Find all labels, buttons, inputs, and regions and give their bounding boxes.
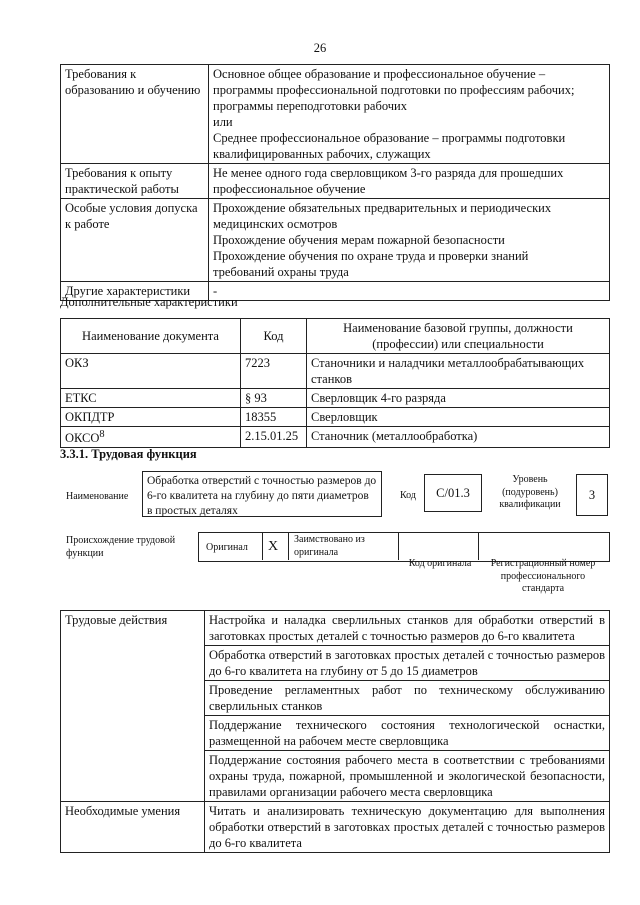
table-row bbox=[61, 427, 610, 448]
row-label: Необходимые умения bbox=[61, 802, 205, 853]
table-row bbox=[61, 354, 610, 389]
code-cell: 18355 bbox=[241, 408, 307, 427]
table-row bbox=[61, 199, 610, 282]
table-row bbox=[61, 611, 610, 646]
row-label: Требования к опыту практической работы bbox=[61, 164, 209, 199]
origin-label: Происхождение трудовой функции bbox=[66, 535, 176, 559]
text-line: квалифицированных рабочих, служащих bbox=[213, 147, 431, 161]
text-line: программы переподготовки рабочих bbox=[213, 99, 407, 113]
function-heading: 3.3.1. Трудовая функция bbox=[60, 447, 197, 461]
code-label: Код bbox=[400, 490, 416, 501]
name-cell: Сверловщик 4-го разряда bbox=[307, 389, 610, 408]
row-label: Требования к образованию и обучению bbox=[61, 65, 209, 164]
column-header: Наименование базовой группы, должности (профессии) или специальности bbox=[307, 319, 610, 354]
text-line: профессиональное обучение bbox=[213, 182, 366, 196]
text-line: Основное общее образование и профессиональное обучение – bbox=[213, 67, 546, 81]
code-cell: 7223 bbox=[241, 354, 307, 389]
column-header: Код bbox=[241, 319, 307, 354]
row-label: Другие характеристики bbox=[61, 282, 209, 301]
doc-name: ОКСО bbox=[65, 431, 100, 446]
text-line: медицинских осмотров bbox=[213, 217, 338, 231]
reg-number-caption: Регистрационный номер профессионального стандарта bbox=[490, 558, 596, 594]
text-line: программы профессиональной подготовки по профессиям рабочих; bbox=[213, 83, 575, 97]
section-title: Дополнительные характеристики bbox=[60, 295, 238, 309]
requirements-table bbox=[60, 64, 610, 301]
activity-item: Поддержание состояния рабочего места в соответствии с требованиями охраны труда, пожарной, промышленной и экологической безопасности, правилами организации рабочего места сверловщика bbox=[205, 751, 610, 802]
table-row bbox=[61, 389, 610, 408]
row-label: Особые условия допуска к работе bbox=[61, 199, 209, 282]
text-line: Прохождение обучения по охране труда и проверки знаний bbox=[213, 249, 529, 263]
divider bbox=[398, 532, 399, 560]
text-line: требований охраны труда bbox=[213, 265, 349, 279]
text-line: Не менее одного года сверловщиком 3-го разряда для прошедших bbox=[213, 166, 564, 180]
divider bbox=[478, 532, 479, 560]
function-name-box: Обработка отверстий с точностью размеров до 6-го квалитета на глубину до пяти диаметров в простых деталях bbox=[142, 471, 382, 517]
activity-item: Проведение регламентных работ по техническому обслуживанию сверлильных станков bbox=[205, 681, 610, 716]
name-cell: Сверловщик bbox=[307, 408, 610, 427]
column-header: Наименование документа bbox=[61, 319, 241, 354]
table-row bbox=[61, 408, 610, 427]
text-line: или bbox=[213, 115, 233, 129]
divider bbox=[288, 532, 289, 560]
doc-cell: ОКПДТР bbox=[61, 408, 241, 427]
code-cell: § 93 bbox=[241, 389, 307, 408]
doc-cell bbox=[61, 427, 241, 448]
level-label: Уровень (подуровень) квалификации bbox=[499, 474, 561, 510]
code-cell: 2.15.01.25 bbox=[241, 427, 307, 448]
footnote-mark: 8 bbox=[99, 429, 105, 440]
name-label: Наименование bbox=[66, 491, 129, 502]
additional-table bbox=[60, 318, 610, 448]
borrowed-label: Заимствовано из оригинала bbox=[294, 534, 365, 558]
table-row bbox=[61, 65, 610, 164]
name-cell: Станочник (металлообработка) bbox=[307, 427, 610, 448]
doc-cell: ОКЗ bbox=[61, 354, 241, 389]
skill-item: Читать и анализировать техническую документацию для выполнения обработки отверстий в заготовках простых деталей с точностью размеров до 6-го квалитета bbox=[205, 802, 610, 853]
level-value-box: 3 bbox=[576, 474, 608, 516]
doc-cell: ЕТКС bbox=[61, 389, 241, 408]
original-checkmark: X bbox=[268, 539, 279, 554]
activity-item: Поддержание технического состояния технологической оснастки, размещенной на рабочем месте сверловщика bbox=[205, 716, 610, 751]
name-cell: Станочники и наладчики металлообрабатывающих станков bbox=[307, 354, 610, 389]
code-original-caption: Код оригинала bbox=[408, 558, 472, 569]
text-line: Прохождение обязательных предварительных и периодических bbox=[213, 201, 552, 215]
row-value bbox=[209, 164, 610, 199]
activities-table bbox=[60, 610, 610, 853]
original-label: Оригинал bbox=[206, 542, 248, 553]
row-value bbox=[209, 65, 610, 164]
text-line: Среднее профессиональное образование – программы подготовки bbox=[213, 131, 566, 145]
activity-item: Обработка отверстий в заготовках простых деталей с точностью размеров до 6-го квалитета на глубину от 5 до 15 диаметров bbox=[205, 646, 610, 681]
row-value bbox=[209, 199, 610, 282]
text-line: Прохождение обучения мерам пожарной безопасности bbox=[213, 233, 505, 247]
row-value: - bbox=[209, 282, 610, 301]
row-label: Трудовые действия bbox=[61, 611, 205, 802]
divider bbox=[262, 532, 263, 560]
table-header-row bbox=[61, 319, 610, 354]
table-row bbox=[61, 164, 610, 199]
function-code-box: С/01.3 bbox=[424, 474, 482, 512]
table-row bbox=[61, 802, 610, 853]
page-number: 26 bbox=[313, 41, 327, 55]
activity-item: Настройка и наладка сверлильных станков для обработки отверстий в заготовках простых деталей с точностью размеров до 6-го квалитета bbox=[205, 611, 610, 646]
